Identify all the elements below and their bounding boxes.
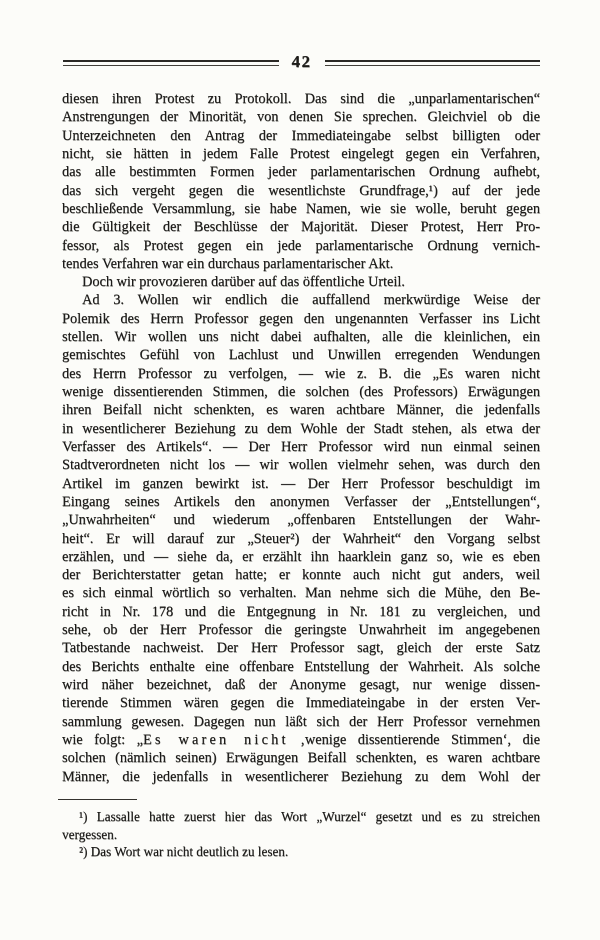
body-line xyxy=(62,200,540,218)
footnote-line xyxy=(62,843,540,861)
footnote-line xyxy=(62,826,540,844)
text-segment: Anstrengungen der Minorität, von denen Sie sprechen. Gleichviel ob die xyxy=(62,109,540,126)
text-segment: ¹) Lassalle hatte zuerst hier das Wort „Wurzel“ gesetzt und es zu streichen xyxy=(79,809,540,824)
body-line xyxy=(62,493,540,511)
body-line xyxy=(62,676,540,694)
text-segment: erzählen, und — siehe da, er erzählt ihn haarklein ganz so, wie es eben xyxy=(62,548,540,565)
text-segment: Männer, die jedenfalls in wesentlicherer Beziehung zu dem Wohl der xyxy=(62,768,540,785)
body-line xyxy=(62,401,540,419)
page-number: 42 xyxy=(291,52,312,71)
header-rule-left xyxy=(63,60,279,66)
text-segment: sehe, ob der Herr Professor die geringste Unwahrheit im angegebenen xyxy=(62,622,540,639)
text-segment: Unterzeichneten den Antrag der Immediateingabe selbst billigten oder xyxy=(62,127,540,144)
text-segment: ihren Beifall nicht schenkten, es waren achtbare Männer, die jedenfalls xyxy=(62,402,540,419)
text-segment: ‚wenige dissentierende Stimmen‘, die xyxy=(288,731,540,748)
text-segment: diesen ihren Protest zu Protokoll. Das sind die „unparlamentarischen“ xyxy=(62,91,540,107)
text-segment: vergessen. xyxy=(62,826,118,842)
footnote-separator xyxy=(58,799,137,800)
body-line xyxy=(62,127,540,145)
text-segment: tendes Verfahren war ein durchaus parlamentarischer Akt. xyxy=(62,255,394,272)
body-line xyxy=(62,530,540,548)
body-line xyxy=(62,603,540,621)
text-segment: ²) Das Wort war nicht deutlich zu lesen. xyxy=(79,844,289,860)
body-line xyxy=(62,310,540,328)
text-segment: beschließende Versammlung, sie habe Namen, wie sie wolle, beruht gegen xyxy=(62,200,540,217)
body-line xyxy=(62,694,540,712)
text-segment: Artikel im ganzen bewirkt ist. — Der Herr Professor beschuldigt im xyxy=(62,475,540,492)
text-segment: Polemik des Herrn Professor gegen den ungenannten Verfasser ins Licht xyxy=(62,310,540,327)
text-segment: nicht, sie hätten in jedem Falle Protest eingelegt gegen ein Verfahren, xyxy=(62,145,540,162)
body-line xyxy=(62,346,540,364)
text-segment: richt in Nr. 178 und die Entgegnung in Nr. 181 zu vergleichen, und xyxy=(62,603,540,620)
body-line xyxy=(62,108,540,126)
text-segment: des Berichts enthalte eine offenbare Entstellung der Wahrheit. Als solche xyxy=(62,658,540,675)
body-line xyxy=(62,420,540,438)
body-line xyxy=(62,145,540,163)
body-line xyxy=(62,658,540,676)
body-line xyxy=(62,749,540,767)
footnote-line xyxy=(62,808,540,826)
text-segment: solchen (nämlich seinen) Erwägungen Beifall schenkten, es waren achtbare xyxy=(62,750,540,767)
body-line xyxy=(62,328,540,346)
letterspaced-emphasis: Es waren nicht xyxy=(143,731,289,748)
text-segment: „Unwahrheiten“ und wiederum „offenbaren Entstellungen der Wahr- xyxy=(62,512,540,529)
text-segment: es sich einmal wörtlich so verhalten. Man nehme sich die Mühe, den Be- xyxy=(62,585,540,602)
text-segment: wird näher bezeichnet, daß der Anonyme gesagt, nur wenige dissen- xyxy=(62,677,540,693)
text-segment: Doch wir provozieren darüber auf das öffentliche Urteil. xyxy=(82,274,405,291)
body-line xyxy=(62,511,540,529)
body-line xyxy=(62,456,540,474)
text-segment: die Gültigkeit der Beschlüsse der Majorität. Dieser Protest, Herr Pro- xyxy=(62,219,540,236)
body-line xyxy=(62,218,540,236)
footnotes xyxy=(62,808,540,861)
body-line xyxy=(62,273,540,291)
body-line xyxy=(62,639,540,657)
text-segment: das alle bestimmten Formen jeder parlamentarischen Ordnung aufhebt, xyxy=(62,164,540,181)
body-line xyxy=(62,566,540,584)
header-rule-right xyxy=(325,60,541,66)
text-segment: wie folgt: „ xyxy=(62,731,143,748)
text-segment: Tatbestande nachweist. Der Herr Professor sagt, gleich der erste Satz xyxy=(62,640,540,657)
text-segment: Eingang seines Artikels den anonymen Verfasser der „Entstellungen“, xyxy=(62,493,540,510)
body-line xyxy=(62,237,540,255)
body-line xyxy=(62,182,540,200)
text-segment: sammlung gewesen. Dagegen nun läßt sich der Herr Professor vernehmen xyxy=(62,713,540,730)
text-segment: gemischtes Gefühl von Lachlust und Unwillen erregenden Wendungen xyxy=(62,347,540,364)
body-line xyxy=(62,365,540,383)
body-line xyxy=(62,90,540,108)
body-line xyxy=(62,548,540,566)
text-segment: des Herrn Professor zu verfolgen, — wie z. B. die „Es waren nicht xyxy=(62,365,540,382)
text-segment: fessor, als Protest gegen ein jede parlamentarische Ordnung vernich- xyxy=(62,237,540,254)
body-line xyxy=(62,163,540,181)
body-line xyxy=(62,584,540,602)
body-line xyxy=(62,291,540,309)
text-segment: Verfasser des Artikels“. — Der Herr Professor wird nun einmal seinen xyxy=(62,438,540,455)
body-line xyxy=(62,475,540,493)
text-segment: wenige dissentierenden Stimmen, die solchen (des Professors) Erwägungen xyxy=(62,384,540,400)
text-segment: tierende Stimmen wären gegen die Immediateingabe in der ersten Ver- xyxy=(62,695,540,712)
body-text xyxy=(62,90,540,786)
text-segment: Ad 3. Wollen wir endlich die auffallend merkwürdige Weise der xyxy=(82,292,540,309)
text-segment: in wesentlicherer Beziehung zu dem Wohle der Stadt stehen, als etwa der xyxy=(62,420,540,437)
text-segment: stellen. Wir wollen uns nicht dabei aufhalten, alle die kleinlichen, ein xyxy=(62,329,540,346)
body-line xyxy=(62,621,540,639)
body-line xyxy=(62,713,540,731)
text-segment: der Berichterstatter getan hatte; er konnte auch nicht gut anders, weil xyxy=(62,567,540,584)
body-line xyxy=(62,255,540,273)
body-line xyxy=(62,383,540,401)
body-line xyxy=(62,438,540,456)
body-line xyxy=(62,731,540,749)
text-segment: Stadtverordneten nicht los — wir wollen vielmehr sehen, was durch den xyxy=(62,457,540,474)
body-line xyxy=(62,768,540,786)
text-segment: das sich vergeht gegen die wesentlichste Grundfrage,¹) auf der jede xyxy=(62,182,540,199)
running-head xyxy=(63,54,540,71)
text-segment: heit“. Er will darauf zur „Steuer²) der Wahrheit“ den Vorgang selbst xyxy=(62,530,540,547)
